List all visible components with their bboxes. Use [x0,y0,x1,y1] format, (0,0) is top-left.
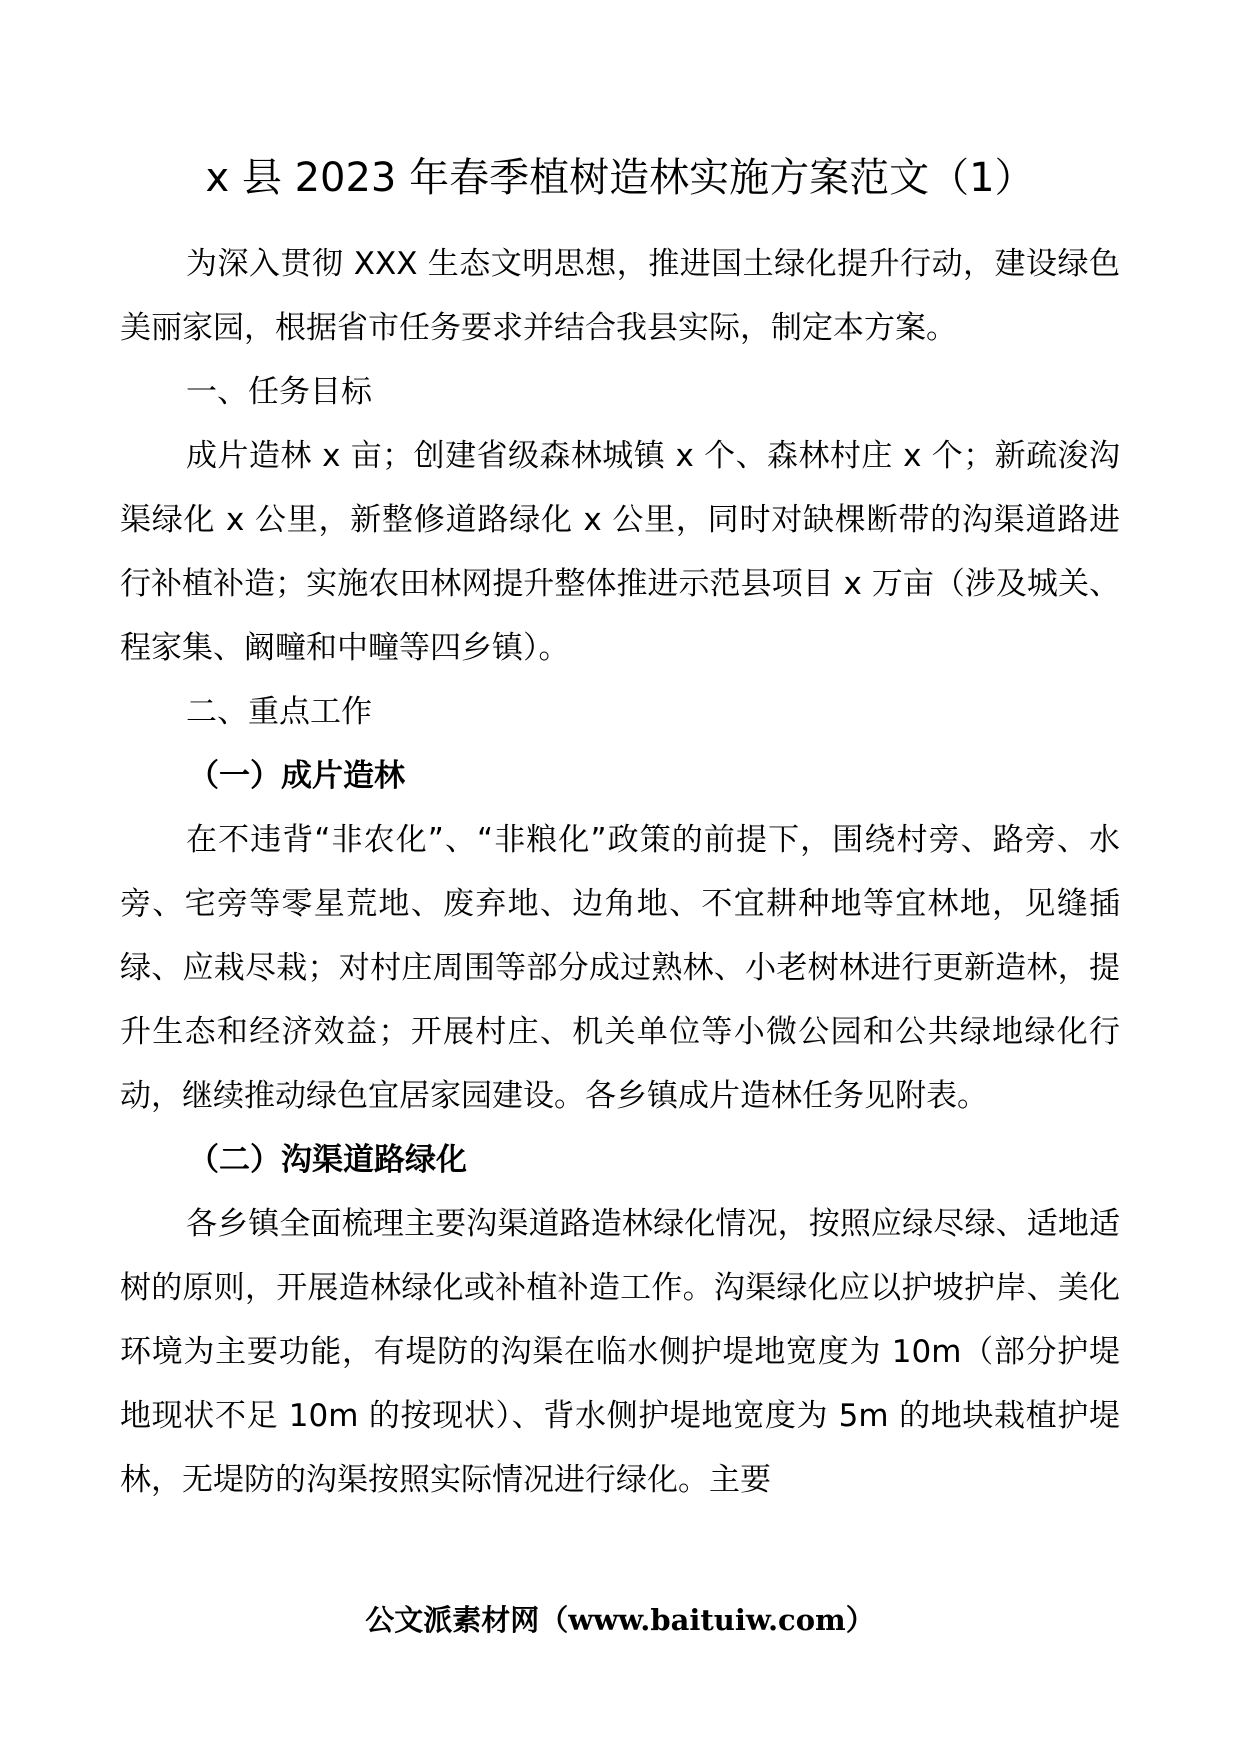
intro-paragraph: 为深入贯彻 XXX 生态文明思想，推进国土绿化提升行动，建设绿色美丽家园，根据省市任务要求并结合我县实际，制定本方案。 [120,246,1120,346]
document-body [120,232,1120,1512]
task-goals-paragraph: 成片造林 x 亩；创建省级森林城镇 x 个、森林村庄 x 个；新疏浚沟渠绿化 x 公里，新整修道路绿化 x 公里，同时对缺棵断带的沟渠道路进行补植补造；实施农田林网提升整体推进示范县项目 x 万亩（涉及城关、程家集、阚疃和中疃等四乡镇）。 [120,438,1120,666]
subsection-heading-canal-road-greening: （二）沟渠道路绿化 [188,1142,467,1178]
afforestation-paragraph: 在不违背“非农化”、“非粮化”政策的前提下，围绕村旁、路旁、水旁、宅旁等零星荒地、废弃地、边角地、不宜耕种地等宜林地，见缝插绿、应栽尽栽；对村庄周围等部分成过熟林、小老树林进行更新造林，提升生态和经济效益；开展村庄、机关单位等小微公园和公共绿地绿化行动，继续推动绿色宜居家园建设。各乡镇成片造林任务见附表。 [120,822,1120,1114]
section-heading-key-work: 二、重点工作 [186,694,372,730]
footer-watermark: 公文派素材网（www.baituiw.com） [365,1603,875,1637]
subsection-heading-afforestation: （一）成片造林 [188,758,405,794]
section-heading-task-goals: 一、任务目标 [186,374,372,410]
document-title: x 县 2023 年春季植树造林实施方案范文（1） [205,155,1035,201]
canal-road-greening-paragraph: 各乡镇全面梳理主要沟渠道路造林绿化情况，按照应绿尽绿、适地适树的原则，开展造林绿化或补植补造工作。沟渠绿化应以护坡护岸、美化环境为主要功能，有堤防的沟渠在临水侧护堤地宽度为 10m（部分护堤地现状不足 10m 的按现状）、背水侧护堤地宽度为 5m 的地块栽植护堤林，无堤防的沟渠按照实际情况进行绿化。主要 [120,1206,1120,1498]
